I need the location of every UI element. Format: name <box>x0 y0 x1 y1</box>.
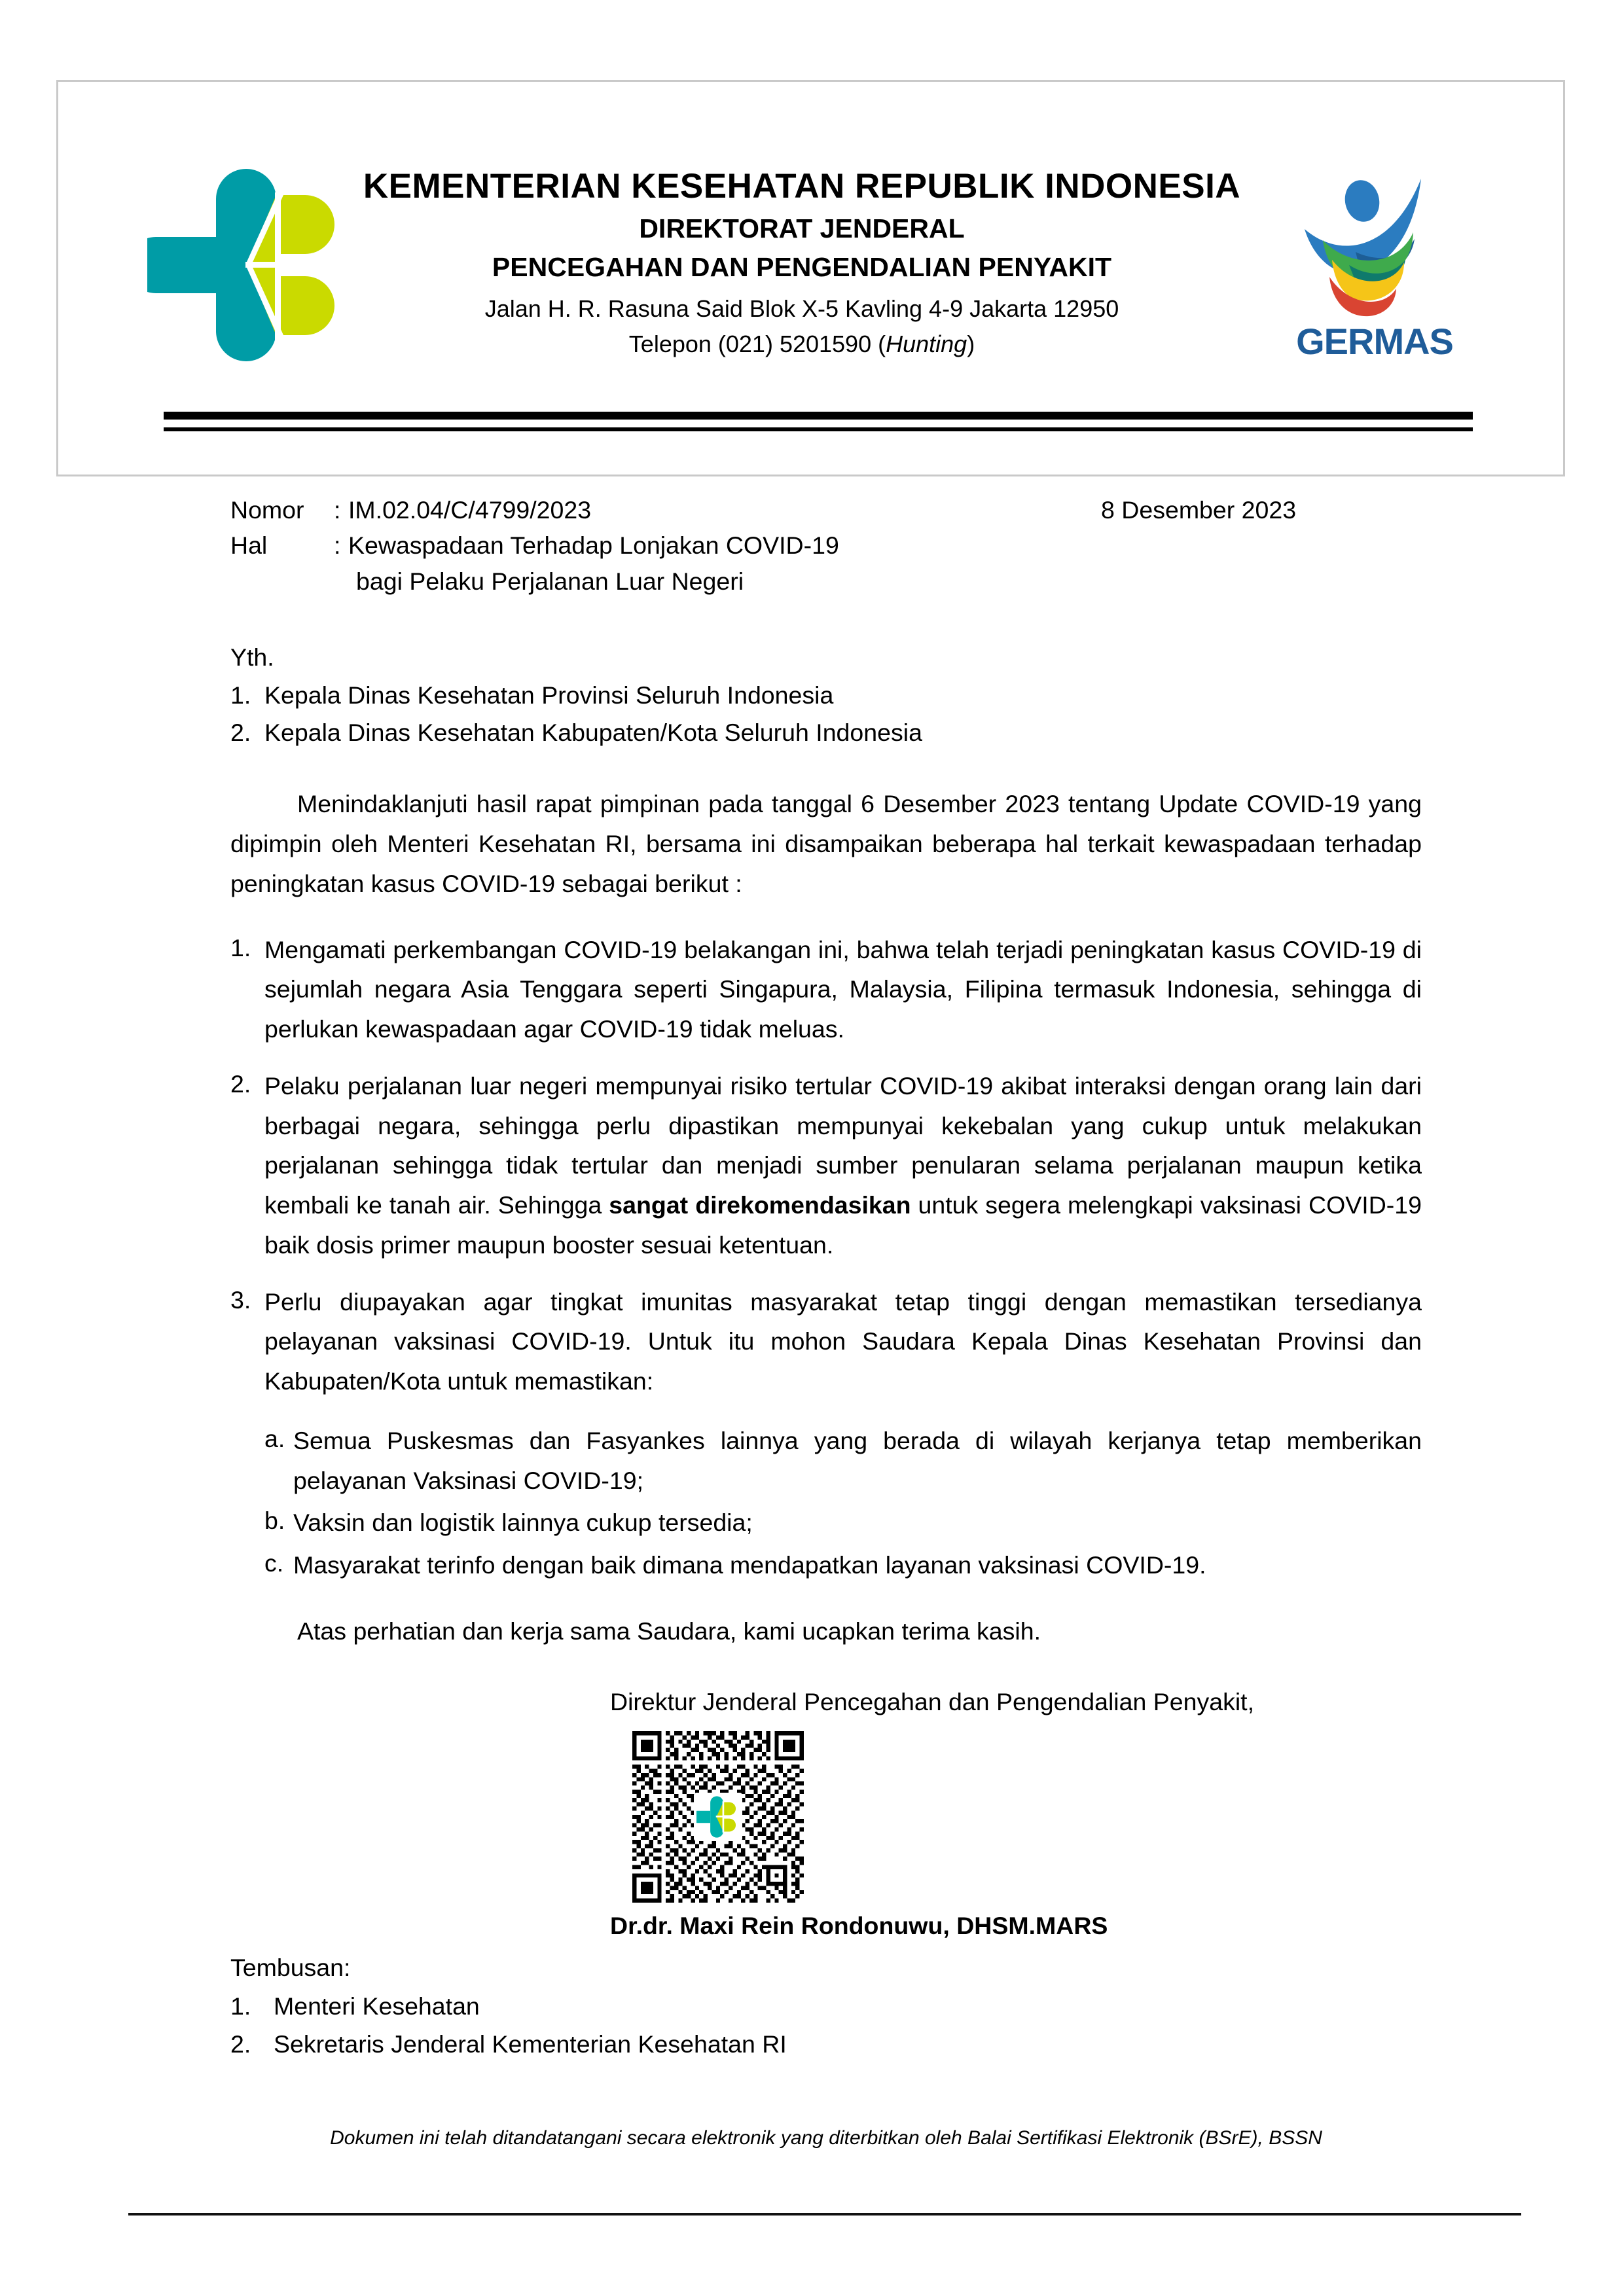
list-item-text: Perlu diupayakan agar tingkat imunitas masyarakat tetap tinggi dengan memastikan tersedianya pelayanan vaksinasi COVID-19. Untuk itu mohon Saudara Kepala Dinas Kesehatan Provinsi dan Kabupaten/Kota untuk memastikan: <box>264 1287 1422 1395</box>
list-item-emphasis: sangat direkomendasikan <box>609 1191 911 1219</box>
list-item <box>230 1066 1422 1265</box>
phone-hunting-label: Hunting <box>886 331 967 358</box>
germas-wordmark: GERMAS <box>1296 321 1453 362</box>
directorate-name: PENCEGAHAN DAN PENGENDALIAN PENYAKIT <box>492 252 1112 283</box>
tembusan-block <box>230 1950 1422 2062</box>
letter-body <box>230 492 1422 2062</box>
closing-paragraph: Atas perhatian dan kerja sama Saudara, kami ucapkan terima kasih. <box>297 1617 1041 1645</box>
phone-suffix: ) <box>967 331 975 358</box>
signature-qr-wrapper <box>610 1731 826 1903</box>
tembusan-text: Menteri Kesehatan <box>274 1992 480 2020</box>
letterhead-address: Jalan H. R. Rasuna Said Blok X-5 Kavling 4-9 Jakarta 12950 <box>484 295 1119 322</box>
list-item <box>230 930 1422 1049</box>
hal-colon: : <box>334 531 341 560</box>
sub-list-item-text: Vaksin dan logistik lainnya cukup tersedia; <box>293 1509 753 1537</box>
recipient-number: 2. <box>230 718 251 746</box>
germas-logo <box>1293 160 1456 370</box>
tembusan-number: 2. <box>230 2030 251 2058</box>
qr-center-kemenkes-logo <box>694 1793 742 1841</box>
sub-list-item <box>264 1503 1422 1543</box>
sub-list-item-marker: c. <box>264 1549 284 1577</box>
letter-meta <box>230 492 1422 599</box>
directorate-general-label: DIREKTORAT JENDERAL <box>639 213 965 243</box>
recipient-item <box>230 677 1422 713</box>
letterhead-rule-thick <box>164 412 1473 420</box>
signer-title: Direktur Jenderal Pencegahan dan Pengendalian Penyakit, <box>610 1687 1255 1715</box>
hal-value: Kewaspadaan Terhadap Lonjakan COVID-19 <box>348 531 839 560</box>
signer-name: Dr.dr. Maxi Rein Rondonuwu, DHSM.MARS <box>610 1911 1108 1939</box>
letterhead-rule-thin <box>164 427 1473 431</box>
hal-label: Hal <box>230 531 268 560</box>
tembusan-text: Sekretaris Jenderal Kementerian Kesehatan RI <box>274 2030 787 2058</box>
tembusan-heading: Tembusan: <box>230 1954 351 1982</box>
list-item-number: 1. <box>230 933 251 961</box>
recipient-number: 1. <box>230 681 251 709</box>
hal-value-continued: bagi Pelaku Perjalanan Luar Negeri <box>356 567 744 595</box>
sub-list <box>264 1421 1422 1585</box>
kemenkes-logo <box>147 164 350 367</box>
nomor-colon: : <box>334 496 341 524</box>
list-item <box>230 1282 1422 1401</box>
recipients-heading: Yth. <box>230 643 274 672</box>
tembusan-item <box>230 1988 1422 2024</box>
sub-list-item-text: Semua Puskesmas dan Fasyankes lainnya yang berada di wilayah kerjanya tetap memberikan pelayanan Vaksinasi COVID-19; <box>293 1426 1422 1494</box>
sub-list-item <box>264 1421 1422 1501</box>
recipient-item <box>230 715 1422 750</box>
electronic-signature-note: Dokumen ini telah ditandatangani secara elektronik yang diterbitkan oleh Balai Sertifikasi Elektronik (BSrE), BSSN <box>330 2127 1322 2149</box>
opening-paragraph: Menindaklanjuti hasil rapat pimpinan pada tanggal 6 Desember 2023 tentang Update COVID-19 yang dipimpin oleh Menteri Kesehatan RI, bersama ini disampaikan beberapa hal terkait kewaspadaan terhadap peningkatan kasus COVID-19 sebagai berikut : <box>230 790 1422 897</box>
phone-prefix: Telepon (021) 5201590 ( <box>628 331 886 358</box>
letterhead-text <box>340 167 1263 361</box>
recipients-block <box>230 639 1422 750</box>
numbered-list <box>230 930 1422 1585</box>
signature-qr-code[interactable] <box>632 1731 804 1903</box>
tembusan-number: 1. <box>230 1992 251 2020</box>
list-item-number: 3. <box>230 1285 251 1314</box>
list-item-number: 2. <box>230 1069 251 1098</box>
sub-list-item <box>264 1545 1422 1585</box>
meta-row-hal <box>230 528 1422 563</box>
list-item-text-part1: Pelaku perjalanan luar negeri mempunyai risiko tertular COVID-19 akibat interaksi dengan orang lain dari berbagai negara, sehingga perlu dipastikan mempunyai kekebalan yang cukup untuk melakukan perjalanan sehingga tidak tertular dan menjadi sumber penularan selama perjalanan maupun ketika kembali ke tanah air. Sehingga <box>264 1071 1422 1219</box>
letterhead-phone <box>340 328 1263 361</box>
recipient-text: Kepala Dinas Kesehatan Provinsi Seluruh Indonesia <box>264 681 834 709</box>
tembusan-item <box>230 2026 1422 2062</box>
ministry-name: KEMENTERIAN KESEHATAN REPUBLIK INDONESIA <box>363 167 1241 206</box>
nomor-label: Nomor <box>230 496 304 524</box>
nomor-value: IM.02.04/C/4799/2023 <box>348 496 592 524</box>
list-item-text-part2: untuk segera melengkapi vaksinasi COVID-19 baik dosis primer maupun booster sesuai ketentuan. <box>264 1191 1422 1259</box>
sub-list-item-text: Masyarakat terinfo dengan baik dimana mendapatkan layanan vaksinasi COVID-19. <box>293 1551 1206 1579</box>
list-item-text <box>264 1066 1422 1265</box>
sub-list-item-marker: b. <box>264 1507 285 1535</box>
footer-rule <box>128 2213 1521 2215</box>
list-item-text: Mengamati perkembangan COVID-19 belakangan ini, bahwa telah terjadi peningkatan kasus COVID-19 di sejumlah negara Asia Tenggara seperti Singapura, Malaysia, Filipina termasuk Indonesia, sehingga di perlukan kewaspadaan agar COVID-19 tidak meluas. <box>264 935 1422 1043</box>
sub-list-item-marker: a. <box>264 1424 285 1452</box>
recipient-text: Kepala Dinas Kesehatan Kabupaten/Kota Seluruh Indonesia <box>264 718 922 746</box>
letter-date: 8 Desember 2023 <box>1101 496 1297 524</box>
